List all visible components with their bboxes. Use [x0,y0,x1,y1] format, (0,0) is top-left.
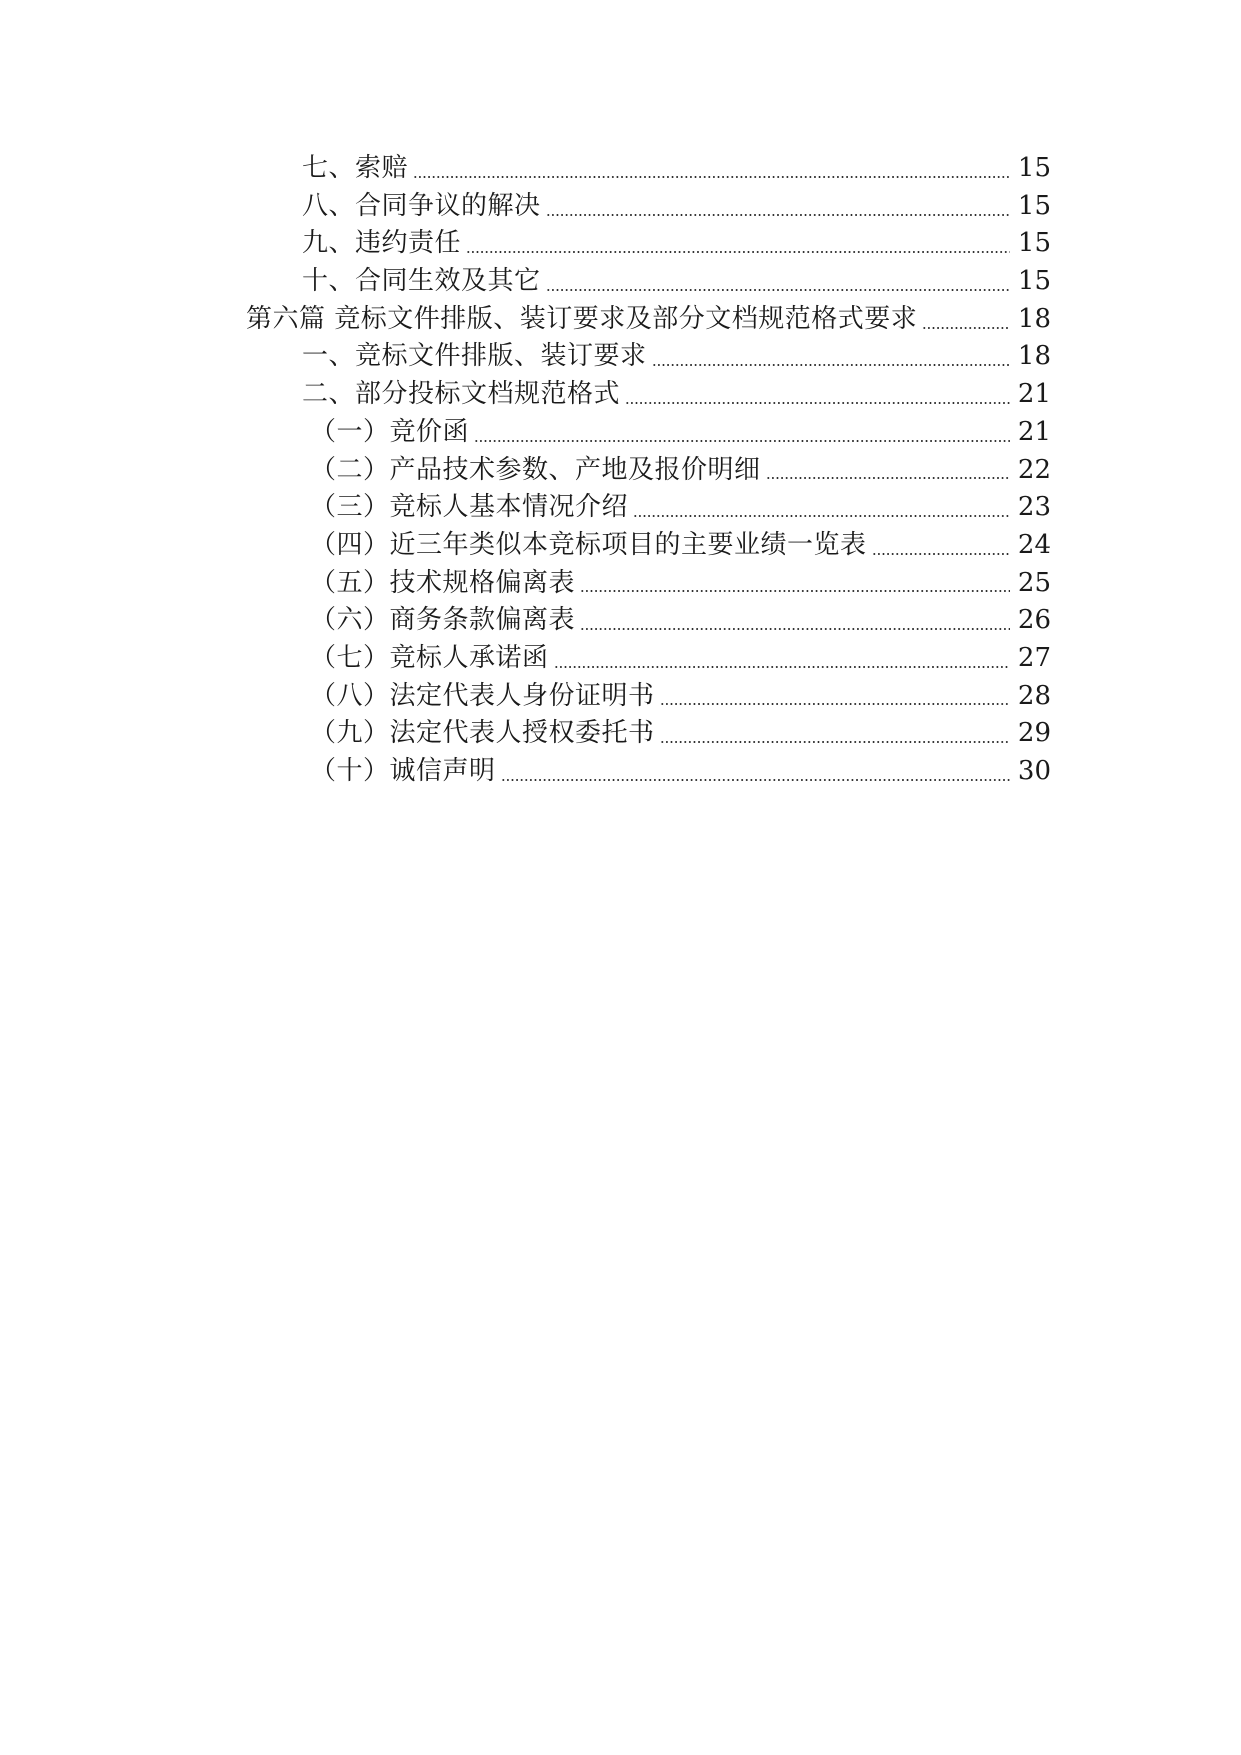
toc-entry-bidder-info[interactable] [0,489,1241,527]
toc-entry-commitment-letter[interactable] [0,640,1241,678]
toc-entry-bid-letter[interactable] [0,414,1241,452]
toc-entry-document-formats[interactable] [0,376,1241,414]
toc-page-number: 22 [1017,454,1051,485]
toc-entry-product-specs[interactable] [0,452,1241,490]
toc-entry-label: （九）法定代表人授权委托书 [310,718,655,749]
toc-entry-label: （一）竞价函 [310,416,470,447]
toc-entry-power-of-attorney[interactable] [0,715,1241,753]
toc-dot-leader [546,194,1010,220]
toc-entry-claims[interactable] [0,150,1241,188]
toc-entry-label: （二）产品技术参数、产地及报价明细 [310,454,761,485]
toc-page-number: 27 [1017,642,1051,673]
table-of-contents [0,150,1241,791]
toc-entry-part-six[interactable] [0,301,1241,339]
toc-dot-leader [652,344,1010,370]
toc-page-number: 18 [1017,341,1051,372]
toc-entry-label: 九、违约责任 [302,228,462,259]
toc-dot-leader [554,646,1010,672]
toc-page-number: 15 [1017,228,1051,259]
toc-entry-legal-rep-id[interactable] [0,678,1241,716]
toc-page-number: 15 [1017,266,1051,297]
toc-entry-label: （六）商务条款偏离表 [310,605,576,636]
toc-page-number: 26 [1017,605,1051,636]
toc-page-number: 29 [1017,718,1051,749]
toc-page-number: 15 [1017,153,1051,183]
toc-page-number: 21 [1017,379,1051,410]
toc-entry-label: 二、部分投标文档规范格式 [302,379,621,410]
toc-page-number: 23 [1017,492,1051,523]
toc-dot-leader [766,457,1010,483]
toc-entry-label: （三）竞标人基本情况介绍 [310,492,629,523]
toc-entry-label: 一、竞标文件排版、装订要求 [302,341,647,372]
toc-dot-leader [922,307,1010,333]
toc-entry-past-performance[interactable] [0,527,1241,565]
toc-dot-leader [413,156,1010,182]
toc-entry-commercial-deviation[interactable] [0,602,1241,640]
toc-dot-leader [625,382,1010,408]
toc-entry-label: （八）法定代表人身份证明书 [310,680,655,711]
toc-dot-leader [660,721,1010,747]
toc-page-number: 25 [1017,567,1051,598]
toc-entry-liability[interactable] [0,225,1241,263]
toc-entry-label: （七）竞标人承诺函 [310,642,549,673]
toc-entry-label: 十、合同生效及其它 [302,266,541,297]
toc-page-number: 28 [1017,680,1051,711]
toc-entry-integrity-statement[interactable] [0,753,1241,791]
toc-page-number: 30 [1017,756,1051,786]
toc-dot-leader [580,570,1010,596]
toc-entry-dispute-resolution[interactable] [0,188,1241,226]
toc-dot-leader [474,420,1010,446]
toc-dot-leader [660,683,1010,709]
toc-entry-layout-binding[interactable] [0,338,1241,376]
toc-entry-contract-effect[interactable] [0,263,1241,301]
toc-dot-leader [580,608,1010,634]
toc-entry-label: （五）技术规格偏离表 [310,567,576,598]
toc-entry-label: （十）诚信声明 [310,756,496,786]
toc-entry-tech-deviation[interactable] [0,565,1241,603]
toc-entry-label: 八、合同争议的解决 [302,190,541,221]
toc-dot-leader [466,231,1010,257]
toc-entry-label: 第六篇 竞标文件排版、装订要求及部分文档规范格式要求 [246,303,918,334]
toc-entry-label: （四）近三年类似本竞标项目的主要业绩一览表 [310,529,867,560]
toc-page-number: 21 [1017,416,1051,447]
toc-dot-leader [501,759,1010,785]
toc-dot-leader [633,495,1010,521]
toc-dot-leader [546,269,1010,295]
toc-dot-leader [872,533,1010,559]
toc-page-number: 24 [1017,529,1051,560]
toc-entry-label: 七、索赔 [302,153,409,183]
toc-page-number: 15 [1017,190,1051,221]
toc-page-number: 18 [1017,303,1051,334]
